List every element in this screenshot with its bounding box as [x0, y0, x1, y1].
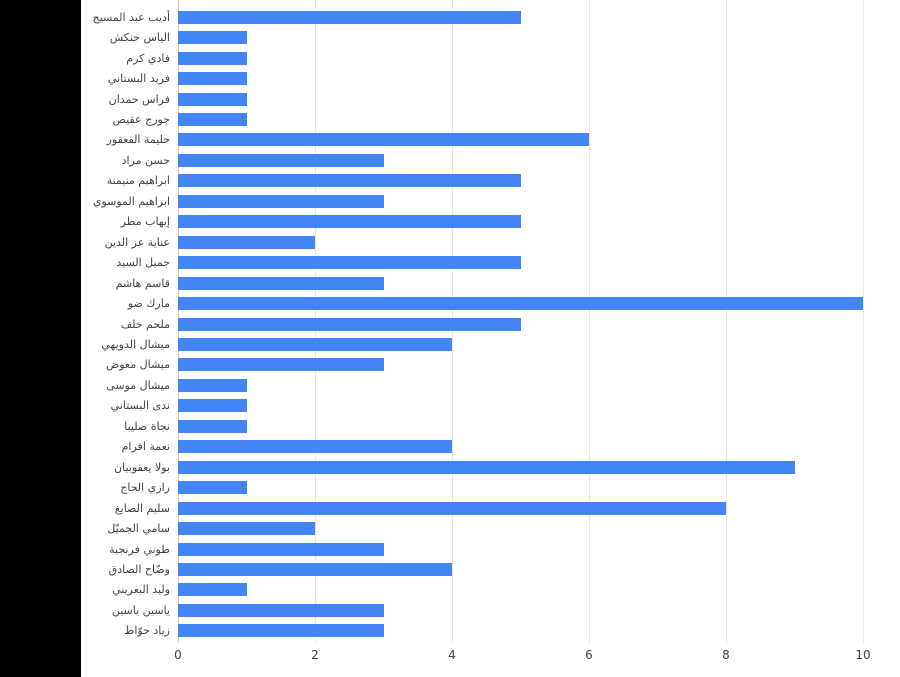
bar[interactable] [178, 277, 384, 290]
bar[interactable] [178, 624, 384, 637]
category-label: إيهاب مطر [120, 215, 170, 229]
category-label: ميشال معوض [105, 358, 170, 372]
category-label: رازي الحاج [120, 481, 170, 495]
category-label: ميشال الدويهي [101, 337, 170, 351]
bar-row [178, 191, 863, 211]
bar[interactable] [178, 338, 452, 351]
x-tick-label: 6 [585, 648, 593, 662]
bar-row [178, 416, 863, 436]
bar[interactable] [178, 297, 863, 310]
bar-row [178, 559, 863, 579]
category-label: بولا يعقوبيان [114, 460, 170, 474]
x-tick-label: 10 [855, 648, 871, 662]
bar-row [178, 498, 863, 518]
bar[interactable] [178, 31, 247, 44]
bar[interactable] [178, 399, 247, 412]
category-label: وضّاح الصادق [108, 562, 170, 576]
bar[interactable] [178, 174, 521, 187]
bar-row [178, 89, 863, 109]
bar[interactable] [178, 358, 384, 371]
bar-row [178, 48, 863, 68]
bar[interactable] [178, 93, 247, 106]
bar-row [178, 109, 863, 129]
bar-row [178, 293, 863, 313]
bar-row [178, 375, 863, 395]
bar[interactable] [178, 318, 521, 331]
category-label: جورج عقيص [112, 112, 170, 126]
bar-row [178, 621, 863, 641]
bar[interactable] [178, 604, 384, 617]
bar-row [178, 396, 863, 416]
category-label: طوني فرنجية [109, 542, 170, 556]
bar-row [178, 212, 863, 232]
bar[interactable] [178, 461, 795, 474]
category-label: ندى البستاني [110, 399, 170, 413]
bar[interactable] [178, 133, 589, 146]
bar[interactable] [178, 522, 315, 535]
bar[interactable] [178, 52, 247, 65]
bar[interactable] [178, 195, 384, 208]
x-tick-label: 4 [448, 648, 456, 662]
bar-row [178, 437, 863, 457]
bar[interactable] [178, 481, 247, 494]
category-label: زياد حوّاط [124, 624, 170, 638]
bar[interactable] [178, 113, 247, 126]
category-label: فريد البستاني [107, 72, 170, 86]
bar-row [178, 68, 863, 88]
bar-row [178, 130, 863, 150]
x-tick-label: 8 [722, 648, 730, 662]
bar-row [178, 314, 863, 334]
bar-row [178, 355, 863, 375]
bar-row [178, 539, 863, 559]
category-label: فادي كرم [126, 51, 170, 65]
category-label: نعمة افرام [121, 440, 170, 454]
bar-row [178, 334, 863, 354]
bar-row [178, 518, 863, 538]
bar[interactable] [178, 154, 384, 167]
category-label: ابراهيم الموسوي [92, 194, 170, 208]
category-label: سليم الصايغ [114, 501, 170, 515]
bar-row [178, 150, 863, 170]
bar-row [178, 27, 863, 47]
bar[interactable] [178, 440, 452, 453]
x-tick-label: 0 [174, 648, 182, 662]
bar-row [178, 600, 863, 620]
bar-row [178, 477, 863, 497]
category-label: سامي الجميّل [107, 522, 170, 536]
bar-row [178, 232, 863, 252]
bar[interactable] [178, 72, 247, 85]
bar[interactable] [178, 502, 726, 515]
category-label: مارك ضو [127, 297, 170, 311]
bar[interactable] [178, 256, 521, 269]
category-label: ملحم خلف [120, 317, 170, 331]
category-label: حليمة القعقور [106, 133, 170, 147]
bar[interactable] [178, 543, 384, 556]
bar[interactable] [178, 583, 247, 596]
bar[interactable] [178, 236, 315, 249]
category-label: وليد البعريني [112, 583, 170, 597]
bar-row [178, 580, 863, 600]
category-label: قاسم هاشم [115, 276, 170, 290]
category-label: الياس حنكش [109, 31, 170, 45]
bar[interactable] [178, 11, 521, 24]
category-label: نجاة صليبا [124, 419, 170, 433]
bar-row [178, 252, 863, 272]
category-label: ياسين ياسين [111, 603, 170, 617]
bar[interactable] [178, 563, 452, 576]
category-label: فراس حمدان [108, 92, 170, 106]
x-tick-label: 2 [311, 648, 319, 662]
category-label: ميشال موسى [106, 378, 170, 392]
category-label: عناية عز الدين [104, 235, 170, 249]
category-label: ابراهيم منيمنة [106, 174, 170, 188]
category-label: حسن مراد [121, 153, 170, 167]
bar[interactable] [178, 420, 247, 433]
bar-row [178, 273, 863, 293]
bar[interactable] [178, 379, 247, 392]
bar-row [178, 7, 863, 27]
bar-series [178, 7, 863, 641]
bar[interactable] [178, 215, 521, 228]
bar-row [178, 457, 863, 477]
category-label: جميل السيد [116, 256, 170, 270]
category-label: أديب عبد المسيح [92, 10, 170, 24]
bar-row [178, 171, 863, 191]
